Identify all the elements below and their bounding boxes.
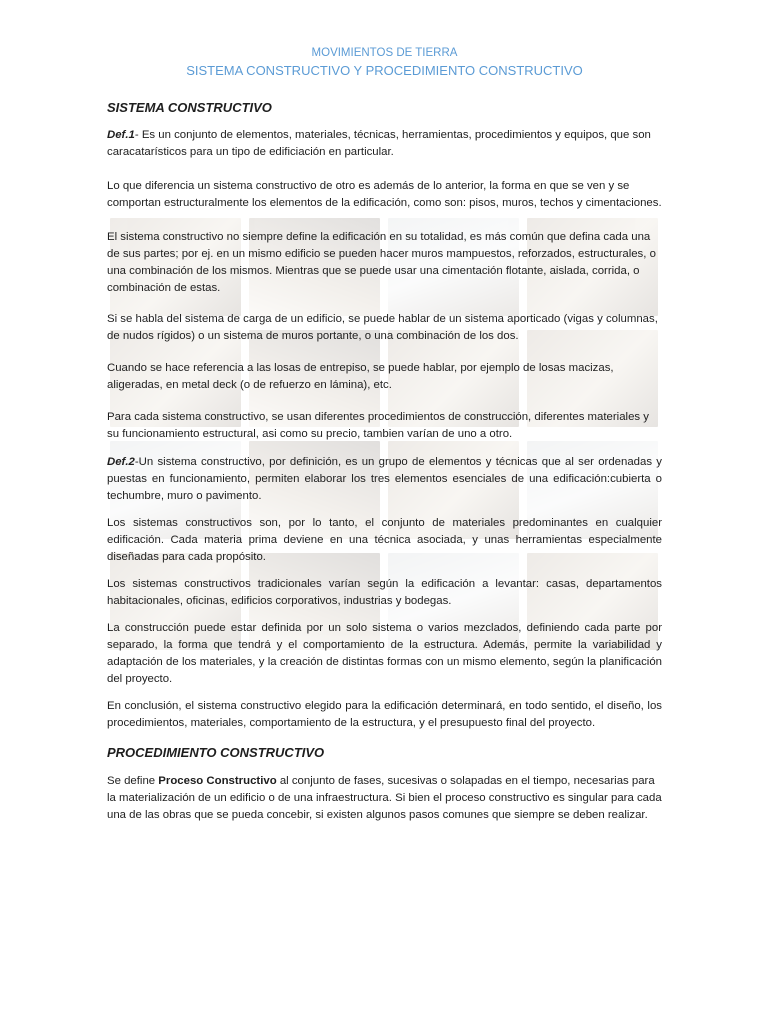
- paragraph-sistemas-tradicionales: Los sistemas constructivos tradicionales varían según la edificación a levantar: casas, departamentos habitacionales, oficinas, edificios corporativos, industrias y bodegas.: [107, 578, 662, 607]
- paragraph-diferencia: Lo que diferencia un sistema constructivo de otro es además de lo anterior, la forma en que se ven y se comportan estructuralmente los elementos de la edificación, como son: pisos, muros, techos y cimentaciones.: [107, 180, 662, 209]
- definition-1-text: - Es un conjunto de elementos, materiales, técnicas, herramientas, procedimientos y equipos, que son caracatarísticos para un tipo de edificiación en particular.: [107, 129, 651, 158]
- paragraph-procedimientos: Para cada sistema constructivo, se usan diferentes procedimientos de construcción, diferentes materiales y su funcionamiento estructural, asi como su precio, tambien varían de uno a otro.: [107, 411, 649, 440]
- paragraph-sistema-carga: Si se habla del sistema de carga de un edificio, se puede hablar de un sistema aporticado (vigas y columnas, de nudos rígidos) o un sistema de muros portante, o una combinación de los dos.: [107, 313, 658, 342]
- paragraph-losas-entrepiso: Cuando se hace referencia a las losas de entrepiso, se puede hablar, por ejemplo de losas macizas, aligeradas, en metal deck (o de refuerzo en lámina), etc.: [107, 362, 614, 391]
- definition-1-paragraph: [107, 127, 662, 161]
- definition-1-label: Def.1: [107, 129, 135, 141]
- section-heading-sistema-constructivo: SISTEMA CONSTRUCTIVO: [107, 100, 272, 115]
- definition-2-label: Def.2: [107, 456, 135, 468]
- paragraph-construccion-mezclados: La construcción puede estar definida por un solo sistema o varios mezclados, definiendo cada parte por separado, la forma que tendrá y el comportamiento de la estructura. Además, permite la variabilidad y adaptación de los materiales, y la creación de distintas formas con un mismo elemento, según la planificación del proyecto.: [107, 622, 662, 685]
- paragraph-conclusion: En conclusión, el sistema constructivo elegido para la edificación determinará, en todo sentido, el diseño, los procedimientos, materiales, comportamiento de la estructura, y el presupuesto final del proyecto.: [107, 700, 662, 729]
- paragraph-materiales-predominantes: Los sistemas constructivos son, por lo tanto, el conjunto de materiales predominantes en cualquier edificación. Cada materia prima deviene en una técnica asociada, y unas herramientas especialmente diseñadas para cada propósito.: [107, 517, 662, 563]
- proceso-text-lead: Se define: [107, 775, 159, 787]
- proceso-constructivo-term: Proceso Constructivo: [158, 775, 277, 787]
- proceso-text-rest: al conjunto de fases, sucesivas o solapadas en el tiempo, necesarias para la materialización de un edificio o de una infraestructura. Si bien el proceso constructivo es singular para cada una de las obras que se pueda concebir, si existen algunos pasos comunes que siempre se deben realizar.: [107, 775, 662, 821]
- document-title: SISTEMA CONSTRUCTIVO Y PROCEDIMIENTO CONSTRUCTIVO: [186, 63, 583, 78]
- section-heading-procedimiento-constructivo: PROCEDIMIENTO CONSTRUCTIVO: [107, 745, 325, 760]
- paragraph-proceso-constructivo: [107, 773, 662, 824]
- definition-2-paragraph: [107, 454, 662, 505]
- document-subject: MOVIMIENTOS DE TIERRA: [311, 47, 458, 59]
- paragraph-edificacion-totalidad: El sistema constructivo no siempre define la edificación en su totalidad, es más común que defina cada una de sus partes; por ej. en un mismo edificio se pueden hacer muros mampuestos, reforzados, estructurales, o una combinación de los mismos. Mientras que se puede usar una cimentación flotante, aislada, corrida, o combinación de estas.: [107, 231, 656, 294]
- document-page: [107, 40, 662, 824]
- definition-2-text: -Un sistema constructivo, por definición, es un grupo de elementos y técnicas que al ser ordenadas y puestas en funcionamiento, permiten elaborar los tres elementos esenciales de una edificación:cubierta o techumbre, muro o pavimento.: [107, 456, 662, 502]
